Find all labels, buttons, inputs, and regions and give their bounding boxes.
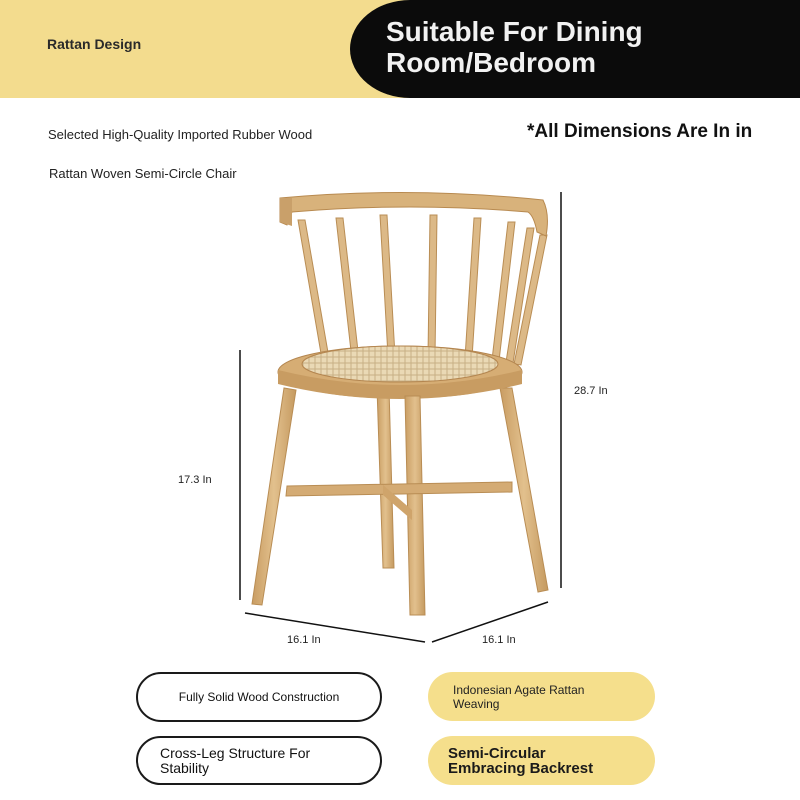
backrest-spindles	[298, 215, 547, 365]
dim-width: 16.1 In	[482, 634, 516, 646]
material-text: Selected High-Quality Imported Rubber Wood	[48, 127, 313, 142]
product-name: Rattan Woven Semi-Circle Chair	[49, 166, 237, 181]
feature-pill-solid-wood	[136, 672, 382, 722]
brand-name: Rattan Design	[47, 36, 142, 52]
back-leg-left	[377, 388, 394, 568]
dimensions-note: *All Dimensions Are In in	[527, 121, 753, 142]
banner-title: Suitable For Dining Room/Bedroom	[386, 16, 643, 78]
feature-label: Cross-Leg Structure For Stability	[160, 744, 311, 776]
feature-pill-rattan	[428, 672, 655, 721]
feature-pill-cross-leg	[136, 736, 382, 785]
cross-stretcher	[286, 482, 512, 496]
feature-pill-backrest	[428, 736, 655, 785]
dim-depth: 16.1 In	[287, 634, 321, 646]
front-leg-left	[252, 388, 296, 605]
feature-label: Indonesian Agate Rattan Weaving	[453, 682, 585, 711]
feature-label: Fully Solid Wood Construction	[178, 690, 340, 704]
feature-label: Semi-Circular Embracing Backrest	[448, 744, 594, 777]
rattan-seat	[302, 346, 498, 382]
dim-total-height: 28.7 In	[574, 385, 608, 397]
front-leg-center	[405, 396, 425, 615]
dim-seat-height: 17.3 In	[178, 474, 212, 486]
